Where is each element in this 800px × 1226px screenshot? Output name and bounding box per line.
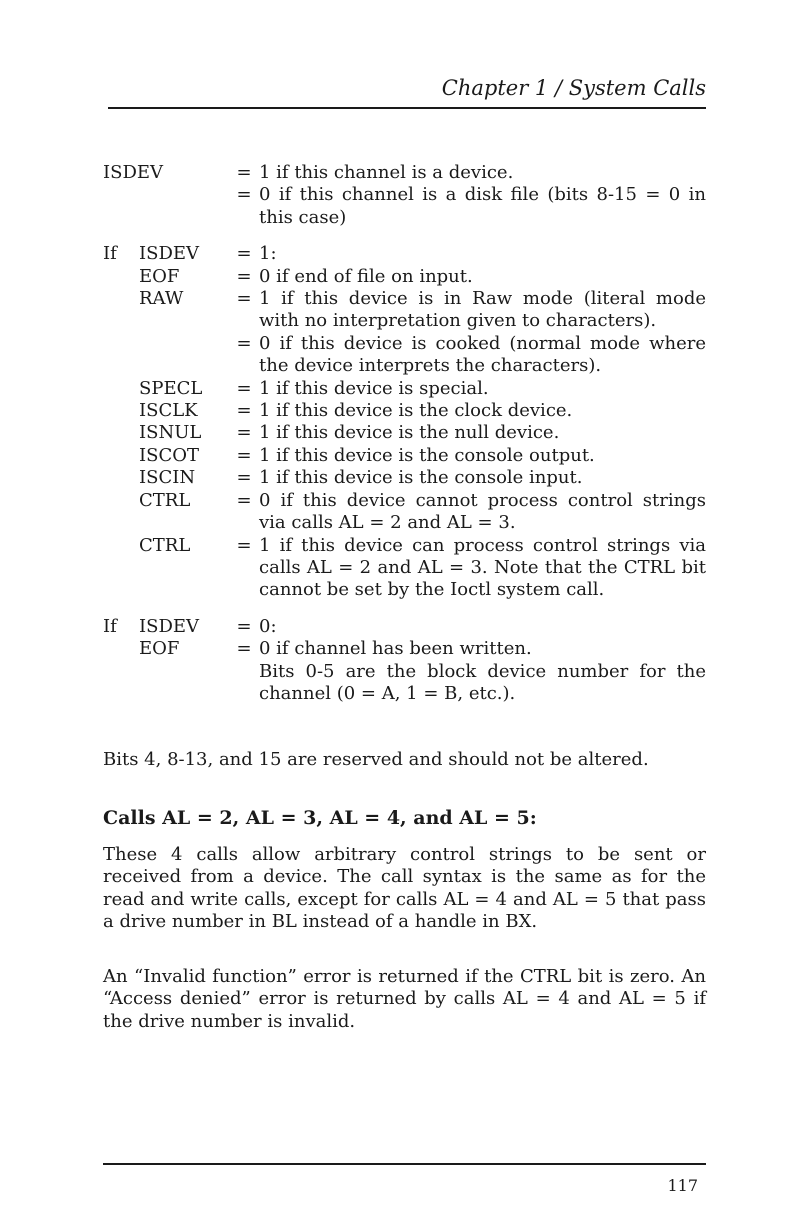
def-key: ISCLK (139, 400, 198, 422)
def-desc: 1 if this channel is a device. (259, 162, 514, 183)
if-label: If (103, 243, 117, 265)
def-row (103, 162, 706, 184)
def-desc: 0 if this device cannot process control strings via calls AL = 2 and AL = 3. (259, 489, 706, 534)
equals-sign: = (236, 377, 252, 399)
isdev-group (103, 162, 706, 229)
def-desc: 1 if this device is in Raw mode (literal mode with no interpretation given to characters). (259, 288, 706, 332)
def-desc: 1 if this device is the clock device. (259, 400, 573, 422)
def-desc-line: 0 if channel has been written. (259, 638, 532, 660)
def-row (103, 445, 706, 467)
equals-sign: = (236, 615, 252, 637)
file-group (103, 616, 706, 706)
def-desc: 1 if this device is the null device. (259, 422, 560, 444)
device-group (103, 243, 706, 602)
def-desc: 0 if this device is cooked (normal mode where the device interprets the characters). (259, 332, 706, 377)
def-row (103, 378, 706, 400)
def-key: RAW (139, 288, 184, 310)
equals-sign: = (236, 534, 252, 556)
def-key: CTRL (139, 489, 191, 511)
def-desc: 1: (259, 243, 277, 265)
page-number: 117 (667, 1176, 698, 1195)
def-row (103, 266, 706, 288)
def-row (103, 422, 706, 444)
body-paragraph: An “Invalid function” error is returned if the CTRL bit is zero. An “Access denied” error is returned by calls AL = 4 and AL = 5 if the drive number is invalid. (103, 966, 706, 1032)
running-header: Chapter 1 / System Calls (441, 76, 706, 100)
def-desc: 0 if this channel is a disk file (bits 8-15 = 0 in this case) (259, 184, 706, 228)
equals-sign: = (236, 444, 252, 466)
equals-sign: = (236, 184, 252, 206)
section-heading: Calls AL = 2, AL = 3, AL = 4, and AL = 5: (103, 807, 537, 829)
definitions-list (103, 162, 706, 719)
def-desc: 1 if this device can process control strings via calls AL = 2 and AL = 3. Note that the CTRL bit cannot be set by the Ioctl system call. (259, 534, 706, 601)
def-desc: 0: (259, 615, 277, 637)
equals-sign: = (236, 288, 252, 310)
equals-sign: = (236, 489, 252, 511)
equals-sign: = (236, 162, 252, 183)
def-row (103, 535, 706, 602)
def-desc (259, 638, 706, 705)
equals-sign: = (236, 638, 252, 660)
def-key: SPECL (139, 377, 203, 399)
equals-sign: = (236, 400, 252, 422)
equals-sign: = (236, 265, 252, 287)
def-key: CTRL (139, 534, 191, 556)
header-rule (108, 107, 706, 109)
def-row (103, 616, 706, 638)
equals-sign: = (236, 422, 252, 444)
reserved-bits-paragraph: Bits 4, 8-13, and 15 are reserved and should not be altered. (103, 749, 649, 770)
def-key: ISDEV (139, 615, 200, 637)
footer-rule (103, 1163, 706, 1165)
def-row (103, 638, 706, 705)
def-key: ISCIN (139, 467, 196, 489)
def-row (103, 243, 706, 265)
def-desc: 1 if this device is special. (259, 377, 489, 399)
def-key: ISNUL (139, 422, 202, 444)
def-desc: 1 if this device is the console input. (259, 467, 583, 489)
def-key: ISDEV (103, 162, 164, 183)
def-row (103, 490, 706, 535)
def-key: ISCOT (139, 444, 199, 466)
def-key: ISDEV (139, 243, 200, 265)
def-desc-line: Bits 0-5 are the block device number for the channel (0 = A, 1 = B, etc.). (259, 660, 706, 704)
def-desc: 1 if this device is the console output. (259, 444, 595, 466)
if-label: If (103, 615, 117, 637)
def-row (103, 184, 706, 229)
def-row (103, 467, 706, 489)
def-key: EOF (139, 265, 180, 287)
def-desc: 0 if end of file on input. (259, 265, 473, 287)
equals-sign: = (236, 467, 252, 489)
def-key: EOF (139, 638, 180, 660)
def-row (103, 288, 706, 333)
equals-sign: = (236, 243, 252, 265)
body-paragraph: These 4 calls allow arbitrary control strings to be sent or received from a device. The call syntax is the same as for the read and write calls, except for calls AL = 4 and AL = 5 that pass a drive number in BL instead of a handle in BX. (103, 844, 706, 933)
equals-sign: = (236, 332, 252, 354)
def-row (103, 333, 706, 378)
def-row (103, 400, 706, 422)
